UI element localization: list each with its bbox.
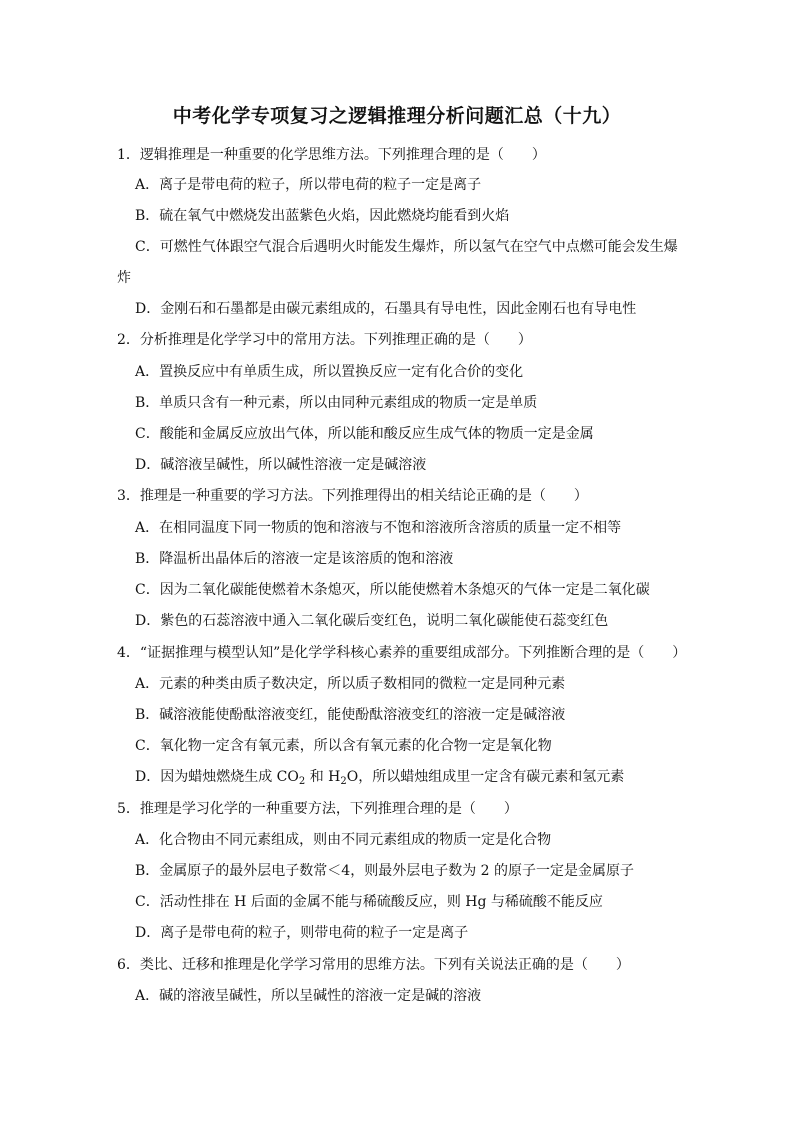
question-4-option-d-text-middle: 和 H [305,769,341,785]
question-4-stem: 4．“证据推理与模型认知”是化学学科核心素养的重要组成部分。下列推断合理的是（ ） [117,645,687,661]
question-5-option-d: D．离子是带电荷的粒子，则带电荷的粒子一定是离子 [135,925,469,941]
question-4-option-c: C．氧化物一定含有氧元素，所以含有氧元素的化合物一定是氧化物 [135,738,552,754]
question-5-option-b: B．金属原子的最外层电子数常＜4，则最外层电子数为 2 的原子一定是金属原子 [135,863,635,879]
question-1-stem: 1．逻辑推理是一种重要的化学思维方法。下列推理合理的是（ ） [117,147,546,163]
question-3-option-a: A．在相同温度下同一物质的饱和溶液与不饱和溶液所含溶质的质量一定不相等 [135,520,622,536]
h2o-subscript: 2 [340,776,347,787]
question-6-option-a: A．碱的溶液呈碱性，所以呈碱性的溶液一定是碱的溶液 [135,988,482,1004]
question-3-option-b: B．降温析出晶体后的溶液一定是该溶质的饱和溶液 [135,551,454,567]
question-2-option-b: B．单质只含有一种元素，所以由同种元素组成的物质一定是单质 [135,395,538,411]
question-5-stem: 5．推理是学习化学的一种重要方法，下列推理合理的是（ ） [117,801,518,817]
question-5-option-a: A．化合物由不同元素组成，则由不同元素组成的物质一定是化合物 [135,832,552,848]
question-3-option-d: D．紫色的石蕊溶液中通入二氧化碳后变红色，说明二氧化碳能使石蕊变红色 [135,613,609,629]
question-2-option-a: A．置换反应中有单质生成，所以置换反应一定有化合价的变化 [135,364,524,380]
co2-subscript: 2 [298,776,306,787]
question-3-stem: 3．推理是一种重要的学习方法。下列推理得出的相关结论正确的是（ ） [117,488,588,504]
document-title: 中考化学专项复习之逻辑推理分析问题汇总（十九） [172,105,622,127]
question-4-option-b: B．碱溶液能使酚酞溶液变红，能使酚酞溶液变红的溶液一定是碱溶液 [135,707,566,723]
question-1-option-b: B．硫在氧气中燃烧发出蓝紫色火焰，因此燃烧均能看到火焰 [135,208,510,224]
question-1-option-c: C．可燃性气体跟空气混合后遇明火时能发生爆炸，所以氢气在空气中点燃可能会发生爆 [135,239,678,255]
question-5-option-c: C．活动性排在 H 后面的金属不能与稀硫酸反应，则 Hg 与稀硫酸不能反应 [135,894,603,910]
question-4-option-d-text-after: O，所以蜡烛组成里一定含有碳元素和氢元素 [346,769,625,785]
question-3-option-c: C．因为二氧化碳能使燃着木条熄灭，所以能使燃着木条熄灭的气体一定是二氧化碳 [135,582,650,598]
question-2-stem: 2．分析推理是化学学习中的常用方法。下列推理正确的是（ ） [117,332,532,348]
question-2-option-d: D．碱溶液呈碱性，所以碱性溶液一定是碱溶液 [135,457,427,473]
question-4-option-d [135,767,624,787]
question-6-stem: 6．类比、迁移和推理是化学学习常用的思维方法。下列有关说法正确的是（ ） [117,957,630,973]
question-1-option-c-continuation: 炸 [117,270,131,286]
question-4-option-d-text-before: D．因为蜡烛燃烧生成 CO [135,769,299,785]
question-2-option-c: C．酸能和金属反应放出气体，所以能和酸反应生成气体的物质一定是金属 [135,426,594,442]
question-1-option-d: D．金刚石和石墨都是由碳元素组成的，石墨具有导电性，因此金刚石也有导电性 [135,301,637,317]
question-1-option-a: A．离子是带电荷的粒子，所以带电荷的粒子一定是离子 [135,177,482,193]
question-4-option-a: A．元素的种类由质子数决定，所以质子数相同的微粒一定是同种元素 [135,676,566,692]
